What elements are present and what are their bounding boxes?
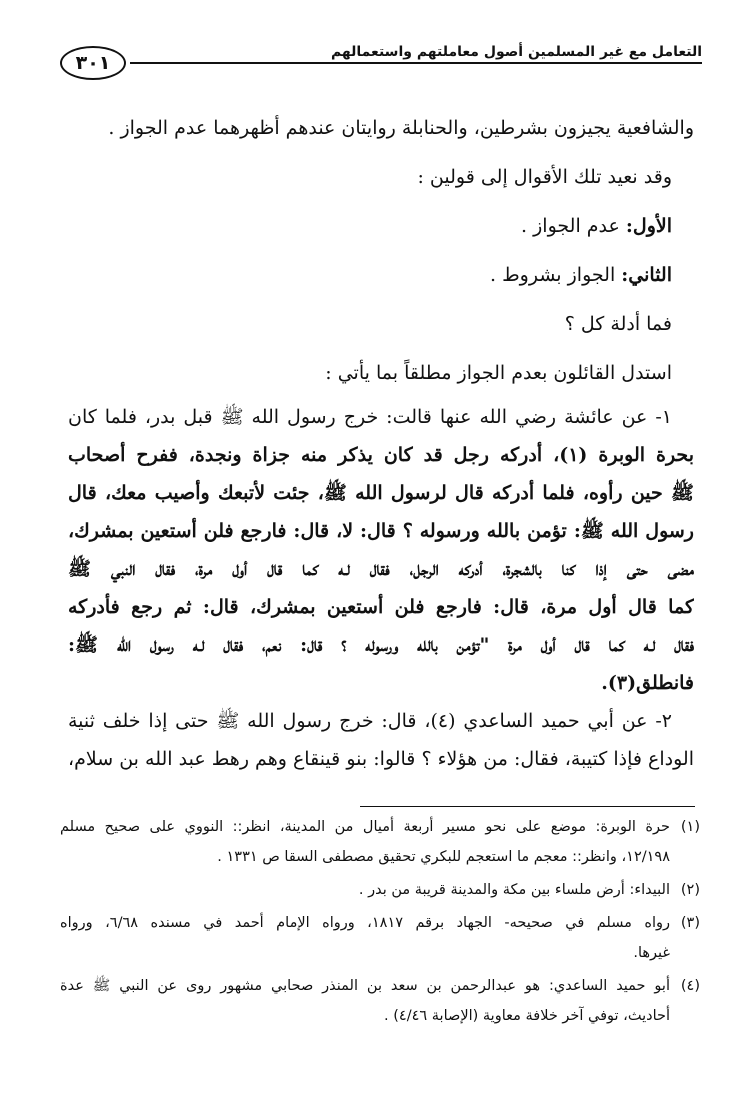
list-label: الأول: [625,215,672,237]
footnote [60,875,700,905]
paragraph-line: ﷺ حين رأوه، فلما أدركه قال لرسول الله ﷺ، جئت لأتبعك وأصيب معك، قال [68,482,694,504]
running-title: التعامل مع غير المسلمين أصول معاملتهم واستعمالهم [330,44,702,60]
page-number: ٣٠١ [60,46,126,80]
list-label: الثاني: [621,264,672,286]
text-line: استدل القائلون بعدم الجواز مطلقاً بما يأتي : [325,362,672,384]
footnotes [60,812,700,1034]
text-line: وقد نعيد تلك الأقوال إلى قولين : [417,166,672,188]
list-text: عدم الجواز . [521,215,626,237]
paragraph-hadith-1 [68,398,694,702]
main-text [68,104,694,778]
paragraph-line: كما قال أول مرة، قال: فارجع فلن أستعين بمشرك، قال: ثم رجع فأدركه [68,596,694,618]
text-line: والشافعية يجيزون بشرطين، والحنابلة روايتان عندهم أظهرهما عدم الجواز . [108,117,694,139]
paragraph-line: الوداع فإذا كتيبة، فقال: من هؤلاء ؟ قالوا: بنو قينقاع وهم رهط عبد الله بن سلام، [68,748,694,770]
footnote [60,812,700,872]
paragraph-hadith-2 [68,702,694,778]
footnote-number: (٣) [680,915,700,931]
footnote-number: (٢) [680,882,700,898]
footnote-number: (٤) [680,978,700,994]
text-line [68,202,694,251]
footnote-line: البيداء: أرض ملساء بين مكة والمدينة قريبة من بدر . [358,882,670,898]
text-line [68,251,694,300]
text-line: فما أدلة كل ؟ [564,313,672,335]
footnote-separator [360,806,695,807]
paragraph-line: ٢- عن أبي حميد الساعدي (٤)، قال: خرج رسول الله ﷺ حتى إذا خلف ثنية [68,710,672,732]
paragraph-line: فقال لـه كما قال أول مرة "تؤمن بالله ورسوله ؟ قال: نعم، فقال لـه رسول الله ﷺ: [68,634,694,656]
paragraph-line: فانطلق(٣). [601,672,694,694]
footnote-line: حرة الوبرة: موضع على نحو مسير أربعة أميال من المدينة، انظر:: النووي على صحيح مسلم [60,819,670,835]
footnote-number: (١) [680,819,700,835]
footnote-line: أحاديث، توفي آخر خلافة معاوية (الإصابة ٤/٤٦) . [384,1008,670,1024]
footnote-line: ١٢/١٩٨، وانظر:: معجم ما استعجم للبكري تحقيق مصطفى السقا ص ١٣٣١ . [217,849,670,865]
paragraph-line: رسول الله ﷺ: تؤمن بالله ورسوله ؟ قال: لا، قال: فارجع فلن أستعين بمشرك، [68,520,694,542]
paragraph-line: مضى حتى إذا كنا بالشجرة، أدركه الرجل، فقال لـه كما قال أول مرة، فقال النبي ﷺ [68,558,694,580]
paragraph-line: ١- عن عائشة رضي الله عنها قالت: خرج رسول الله ﷺ قبل بدر، فلما كان [68,406,672,428]
header-rule [130,62,702,64]
footnote-line: غيرها. [633,945,670,961]
paragraph-line: بحرة الوبرة (١)، أدركه رجل قد كان يذكر منه جزاة ونجدة، ففرح أصحاب [68,444,694,466]
page-header [60,44,710,84]
footnote-line: أبو حميد الساعدي: هو عبدالرحمن بن سعد بن المنذر صحابي مشهور روى عن النبي ﷺ عدة [60,978,670,994]
footnote-line: رواه مسلم في صحيحه- الجهاد برقم ١٨١٧، ورواه الإمام أحمد في مسنده ٦/٦٨، ورواه [60,915,671,931]
list-text: الجواز بشروط . [490,264,622,286]
footnote [60,908,700,968]
footnote [60,971,700,1031]
